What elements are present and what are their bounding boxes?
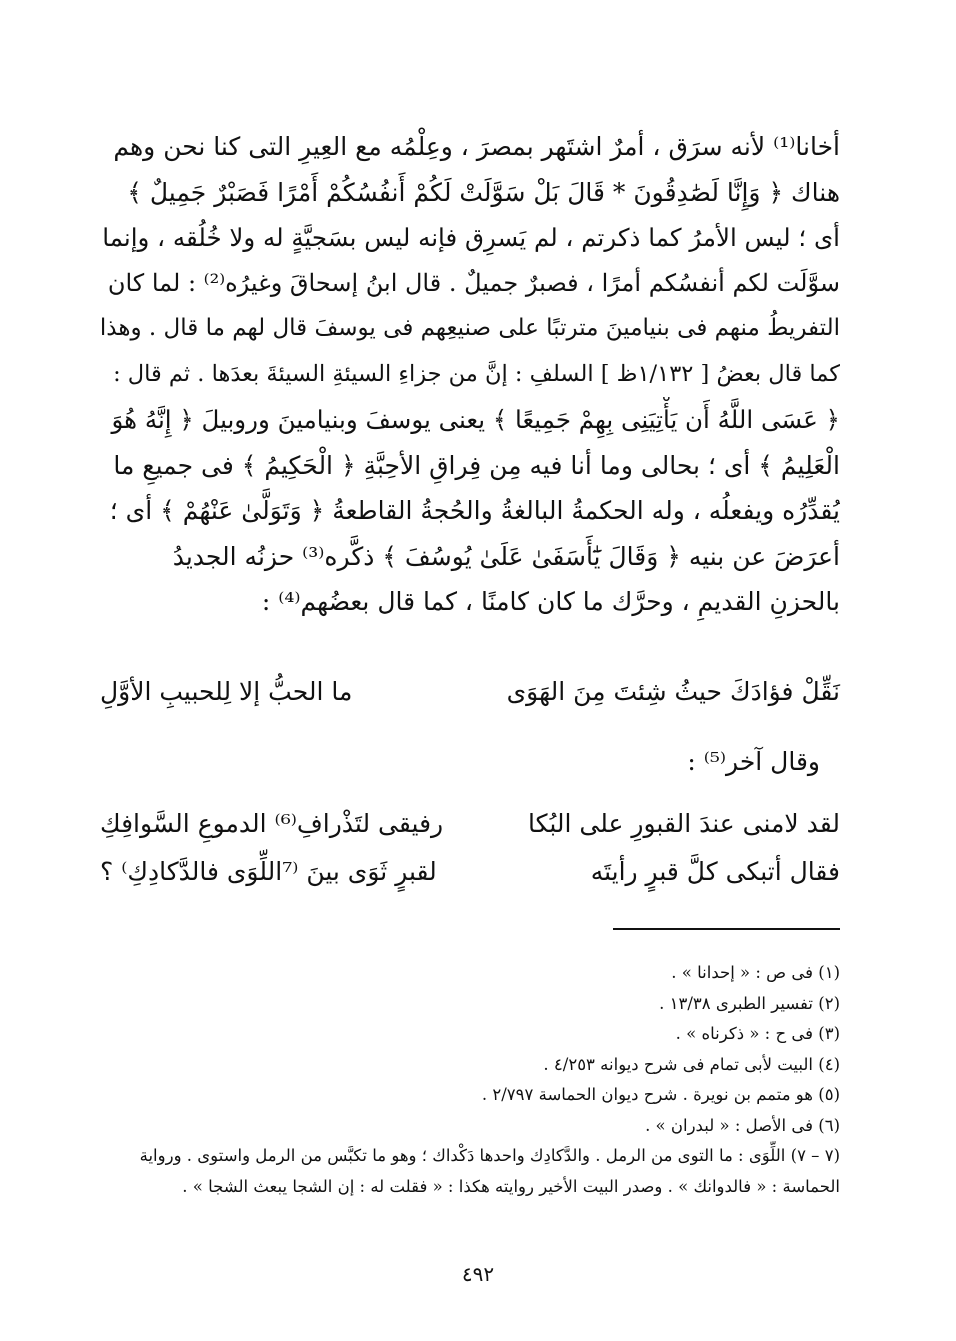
footnote-divider [613, 928, 840, 930]
text-line: أى ؛ ليس الأمرُ كما ذكرتم ، لم يَسرِق فإنه ليس بسَجيَّةٍ له ولا خُلُقه ، وإنما [102, 223, 840, 252]
footnote: (٤) البيت لأبى تمام فى شرح ديوانه ٤/٢٥٣ . [543, 1054, 840, 1074]
footnote-continuation: الحماسة : « فالدوانك » . وصدر البيت الأخير روايته هكذا : « فقلت له : إن الشجا يبعث الشجا » . [182, 1176, 840, 1196]
footnotes [100, 958, 840, 1202]
text-line: بالحزنِ القديمِ ، وحرَّك ما كان كامنًا ، كما قال بعضُهم⁽⁴⁾ : [261, 587, 840, 616]
poem-verse [100, 852, 840, 892]
text-line: أخانا⁽¹⁾ لأنه سرَق ، أمرٌ اشتَهر بمصرَ ، وعِلْمُه مع العِيرِ التى كنا نحن وهم [113, 132, 840, 161]
text-line: كما قال بعضُ [ ١/١٣٢ظ ] السلفِ : إنَّ من جزاءِ السيئةِ السيئةَ بعدَها . ثم قال : [113, 360, 840, 387]
footnote: (٧ – ٧) اللِّوَى : ما التوى من الرمل . والدَّكادِك واحدها دَكْداك ؛ وهو ما تكبَّس من الرمل واستوى . ورواية [139, 1146, 840, 1165]
verse-first-hemistich: نَقِّلْ فؤادَكَ حيثُ شِئتَ مِنَ الهَوَى [506, 677, 840, 706]
poem-verse [100, 672, 840, 712]
text-line: هناك ﴿ وَإِنَّا لَصَٰدِقُونَ * قَالَ بَلْ سَوَّلَتْ لَكُمْ أَنفُسُكُمْ أَمْرًا فَصَبْرٌ جَمِيلٌ ﴾ [127, 177, 840, 207]
page-number: ٤٩٢ [461, 1262, 495, 1286]
main-text [100, 124, 840, 625]
text-line: سوَّلَت لكم أنفسُكم أمرًا ، فصبرٌ جميلٌ . قال ابنُ إسحاقَ وغيرُه⁽²⁾ : لما كان [107, 268, 840, 297]
footnote: (٦) فى الأصل : « لبدران » . [645, 1115, 840, 1135]
poem-intro: وقال آخر⁽⁵⁾ : [687, 747, 820, 776]
verse-second-hemistich: رفيقى لتَذْرافِ⁽⁶⁾ الدموعِ السَّوافِكِ [100, 809, 444, 838]
verse-first-hemistich: فقال أتبكى كلَّ قبرٍ رأيتَه [590, 857, 840, 886]
text-line: ﴿ عَسَى اللَّهُ أَن يَأْتِيَنِى بِهِمْ جَمِيعًا ﴾ يعنى يوسفَ وبنيامينَ وروبيلَ ﴿ إِنَّهُ هُوَ [111, 405, 840, 434]
footnote: (١) فى ص : « إحدانا » . [671, 963, 840, 982]
footnote: (٥) هو متمم بن نويرة . شرح ديوان الحماسة ٢/٧٩٧ . [481, 1085, 840, 1104]
poem-verse [100, 804, 840, 844]
text-line: أعرَضَ عن بنيه ﴿ وَقَالَ يَٰٓأَسَفَىٰ عَلَىٰ يُوسُفَ ﴾ ذكَّره⁽³⁾ حزنُه الجديدُ [172, 541, 840, 571]
footnote: (٢) تفسير الطبرى ١٣/٣٨ . [659, 993, 840, 1013]
verse-second-hemistich: لقبرٍ ثَوَى بينَ ⁽⁷اللِّوَى فالدَّكادِكِ⁾ ؟ [100, 857, 437, 886]
text-line: الْعَلِيمُ ﴾ أى ؛ بحالى وما أنا فيه مِن فِراقِ الأحِبَّةِ ﴿ الْحَكِيمُ ﴾ فى جميعِ ما [113, 450, 840, 480]
verse-second-hemistich: ما الحبُّ إلا لِلحبيبِ الأوَّلِ [100, 677, 353, 706]
verse-first-hemistich: لقد لامنى عندَ القبورِ على البُكا [527, 809, 840, 838]
text-line: التفريطُ منهم فى بنيامينَ مترتبًا على صنيعِهم فى يوسفَ قال لهم ما قال . وهذا [100, 315, 840, 341]
text-line: يُقدِّرُه ويفعلُه ، وله الحكمةُ البالغةُ والحُجةُ القاطعةُ ﴿ وَتَوَلَّىٰ عَنْهُمْ ﴾ أى ؛ [109, 496, 840, 525]
footnote: (٣) فى ح : « ذكرناه » . [675, 1024, 840, 1043]
